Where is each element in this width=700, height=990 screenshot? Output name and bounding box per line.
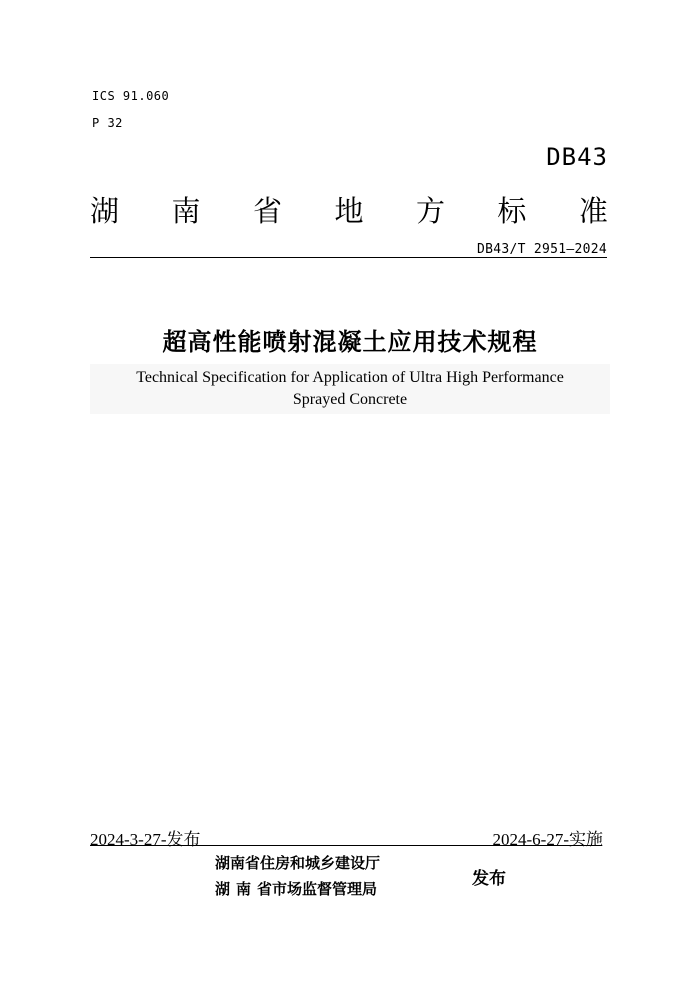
standard-number: DB43/T 2951—2024 — [476, 242, 607, 257]
title-char: 标 — [497, 194, 527, 228]
issuer-2-part-c: 省市场监督管理局 — [257, 880, 378, 898]
standard-type-title — [90, 193, 608, 229]
issuer-2-part-b: 南 — [236, 880, 252, 898]
title-char: 准 — [578, 194, 608, 228]
top-divider — [90, 257, 607, 258]
title-char: 地 — [334, 194, 364, 228]
issuer-2-part-a: 湖 — [215, 880, 231, 898]
title-char: 湖 — [90, 194, 120, 228]
title-char: 方 — [415, 194, 445, 228]
english-title-line-1: Technical Specification for Application of Ultra High Performance — [136, 369, 564, 386]
db-code: DB43 — [546, 143, 608, 171]
document-title-zh: 超高性能喷射混凝土应用技术规程 — [162, 328, 538, 356]
issuing-authority-2 — [215, 878, 377, 899]
classification-code: P 32 — [92, 116, 123, 130]
document-title-en — [90, 367, 610, 411]
bottom-divider — [90, 845, 602, 846]
publish-label: 发布 — [472, 869, 506, 889]
implementation-date: 2024-6-27-实施 — [492, 830, 603, 849]
title-char: 南 — [171, 194, 201, 228]
ics-code: ICS 91.060 — [92, 89, 170, 103]
issue-date: 2024-3-27-发布 — [90, 830, 201, 849]
issuing-authority-1: 湖南省住房和城乡建设厅 — [215, 854, 381, 872]
title-char: 省 — [252, 194, 282, 228]
english-title-line-2: Sprayed Concrete — [292, 391, 408, 408]
